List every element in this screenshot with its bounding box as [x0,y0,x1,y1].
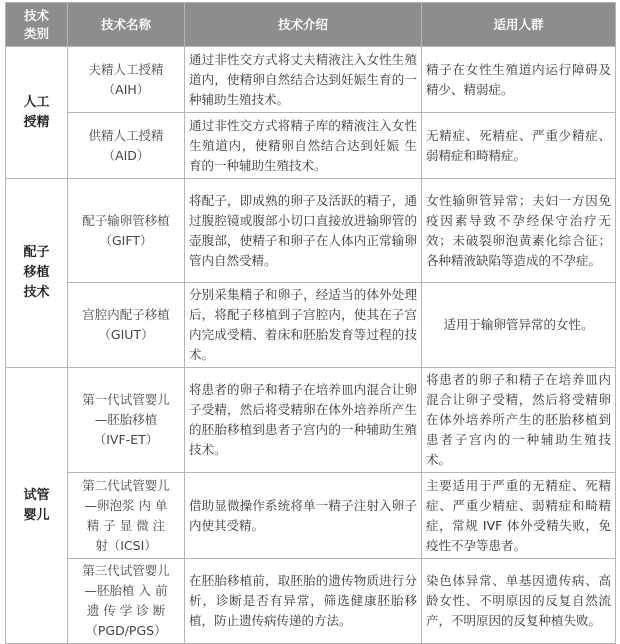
table-row [6,47,616,113]
technology-intro: 通过非性交方式将精子库的精液注入女性生殖道内，使精卵自然结合达到妊娠 生育的一种辅助生殖技术。 [185,113,422,179]
header-name: 技术名称 [68,3,185,47]
category-cell: 配子 移植 技术 [6,179,68,368]
target-group: 染色体异常、单基因遗传病、高龄女性、不明原因的反复自然流产，不明原因的反复种植失败。 [422,559,616,644]
technology-intro: 通过非性交方式将丈夫精液注入女性生殖道内，使精卵自然结合达到妊娠生育的一种辅助生殖技术。 [185,47,422,113]
category-cell: 试管 婴儿 [6,368,68,644]
technology-name: 第一代试管婴儿 —胚胎移植 （IVF-ET） [68,368,185,473]
technology-intro: 将配子，即成熟的卵子及活跃的精子，通过腹腔镜或腹部小切口直接放进输卵管的壶腹部，使精子和卵子在人体内正常输卵管内自然受精。 [185,179,422,283]
table-row [6,283,616,368]
table-row [6,559,616,644]
target-group: 主要适用于严重的无精症、死精症、严重少精症、弱精症和畸精症，常规 IVF 体外受精失败，免疫性不孕等患者。 [422,473,616,559]
table-row [6,179,616,283]
technology-intro: 分别采集精子和卵子，经适当的体外处理后，将配子移植到子宫腔内，使其在子宫内完成受精、着床和胚胎发育等过程的技术。 [185,283,422,368]
header-intro: 技术介绍 [185,3,422,47]
target-group: 将患者的卵子和精子在培养皿内混合让卵子受精，然后将受精卵在体外培养所产生的胚胎移植到患者子宫内的一种辅助生殖技术。 [422,368,616,473]
technology-name: 第二代试管婴儿 —卵泡浆 内 单 精 子 显 微 注 射（ICSI） [68,473,185,559]
table-row [6,473,616,559]
table-row [6,113,616,179]
target-group: 精子在女性生殖道内运行障碍及精少、精弱症。 [422,47,616,113]
target-group: 无精症、死精症、严重少精症、弱精症和畸精症。 [422,113,616,179]
technology-name: 宫腔内配子移植 （GIUT） [68,283,185,368]
technology-intro: 借助显微操作系统将单一精子注射入卵子内使其受精。 [185,473,422,559]
table-row [6,368,616,473]
header-target: 适用人群 [422,3,616,47]
table-header-row [6,3,616,47]
art-technology-table [5,2,616,644]
header-category: 技术 类别 [6,3,68,47]
technology-name: 夫精人工授精 （AIH） [68,47,185,113]
target-group: 女性输卵管异常；夫妇一方因免疫因素导致不孕经保守治疗无效；未破裂卵泡黄素化综合征；各种精液缺陷等造成的不孕症。 [422,179,616,283]
technology-name: 第三代试管婴儿 —胚胎植 入 前 遗 传 学 诊 断 （PGD/PGS） [68,559,185,644]
technology-intro: 将患者的卵子和精子在培养皿内混合让卵子受精，然后将受精卵在体外培养所产生的胚胎移植到患者子宫内的一种辅助生殖技术。 [185,368,422,473]
technology-intro: 在胚胎移植前，取胚胎的遗传物质进行分析，诊断是否有异常，筛选健康胚胎移植，防止遗传病传递的方法。 [185,559,422,644]
target-group: 适用于输卵管异常的女性。 [422,283,616,368]
technology-name: 配子输卵管移植 （GIFT） [68,179,185,283]
category-cell: 人工 授精 [6,47,68,179]
technology-name: 供精人工授精 （AID） [68,113,185,179]
